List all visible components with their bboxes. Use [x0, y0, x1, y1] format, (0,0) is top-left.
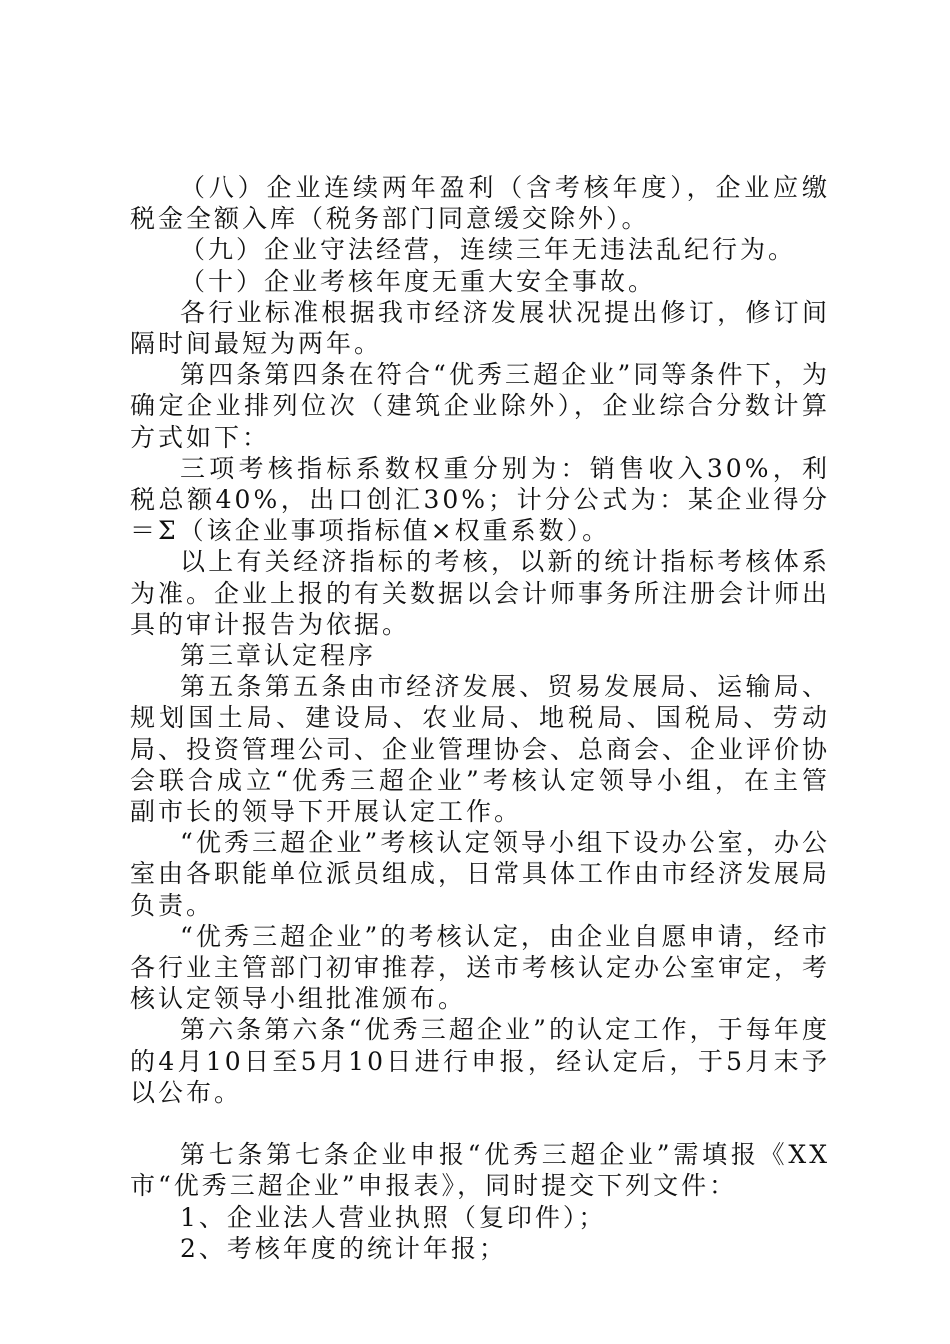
paragraph-article-6: 第六条第六条“优秀三超企业”的认定工作，于每年度的4月10日至5月10日进行申报，经认定后，于5月末予以公布。	[130, 1015, 830, 1107]
paragraph-application-process: “优秀三超企业”的考核认定，由企业自愿申请，经市各行业主管部门初审推荐，送市考核认定办公室审定，考核认定领导小组批准颁布。	[130, 921, 831, 1014]
paragraph-article-5: 第五条第五条由市经济发展、贸易发展局、运输局、规划国土局、建设局、农业局、地税局、国税局、劳动局、投资管理公司、企业管理协会、总商会、企业评价协会联合成立“优秀三超企业”考核认定领导小组，在主管副市长的领导下开展认定工作。	[130, 672, 831, 827]
paragraph-weight-formula: 三项考核指标系数权重分别为：销售收入30%，利税总额40%，出口创汇30%；计分公式为：某企业得分＝Σ（该企业事项指标值×权重系数）。	[130, 453, 830, 546]
chapter-heading: 第三章认定程序	[180, 641, 377, 671]
paragraph-article-4: 第四条第四条在符合“优秀三超企业”同等条件下，为确定企业排列位次（建筑企业除外），企业综合分数计算方式如下：	[130, 360, 830, 452]
list-item-annual-report: 2、考核年度的统计年报；	[180, 1233, 507, 1263]
paragraph-article-7: 第七条第七条企业申报“优秀三超企业”需填报《XX市“优秀三超企业”申报表》，同时提交下列文件：	[130, 1140, 830, 1201]
document-body	[130, 172, 830, 1264]
paragraph-clause-10: （十）企业考核年度无重大安全事故。	[180, 266, 657, 296]
paragraph-indicator-basis: 以上有关经济指标的考核，以新的统计指标考核体系为准。企业上报的有关数据以会计师事务所注册会计师出具的审计报告为依据。	[130, 547, 831, 639]
paragraph-standard-revision: 各行业标准根据我市经济发展状况提出修订，修订间隔时间最短为两年。	[130, 297, 830, 359]
list-item-license: 1、企业法人营业执照（复印件）；	[180, 1202, 607, 1232]
paragraph-office: “优秀三超企业”考核认定领导小组下设办公室，办公室由各职能单位派员组成，日常具体工作由市经济发展局负责。	[130, 828, 831, 920]
paragraph-clause-9: （九）企业守法经营，连续三年无违法乱纪行为。	[180, 235, 797, 265]
paragraph-clause-8: （八）企业连续两年盈利（含考核年度），企业应缴税金全额入库（税务部门同意缓交除外）。	[130, 173, 830, 234]
